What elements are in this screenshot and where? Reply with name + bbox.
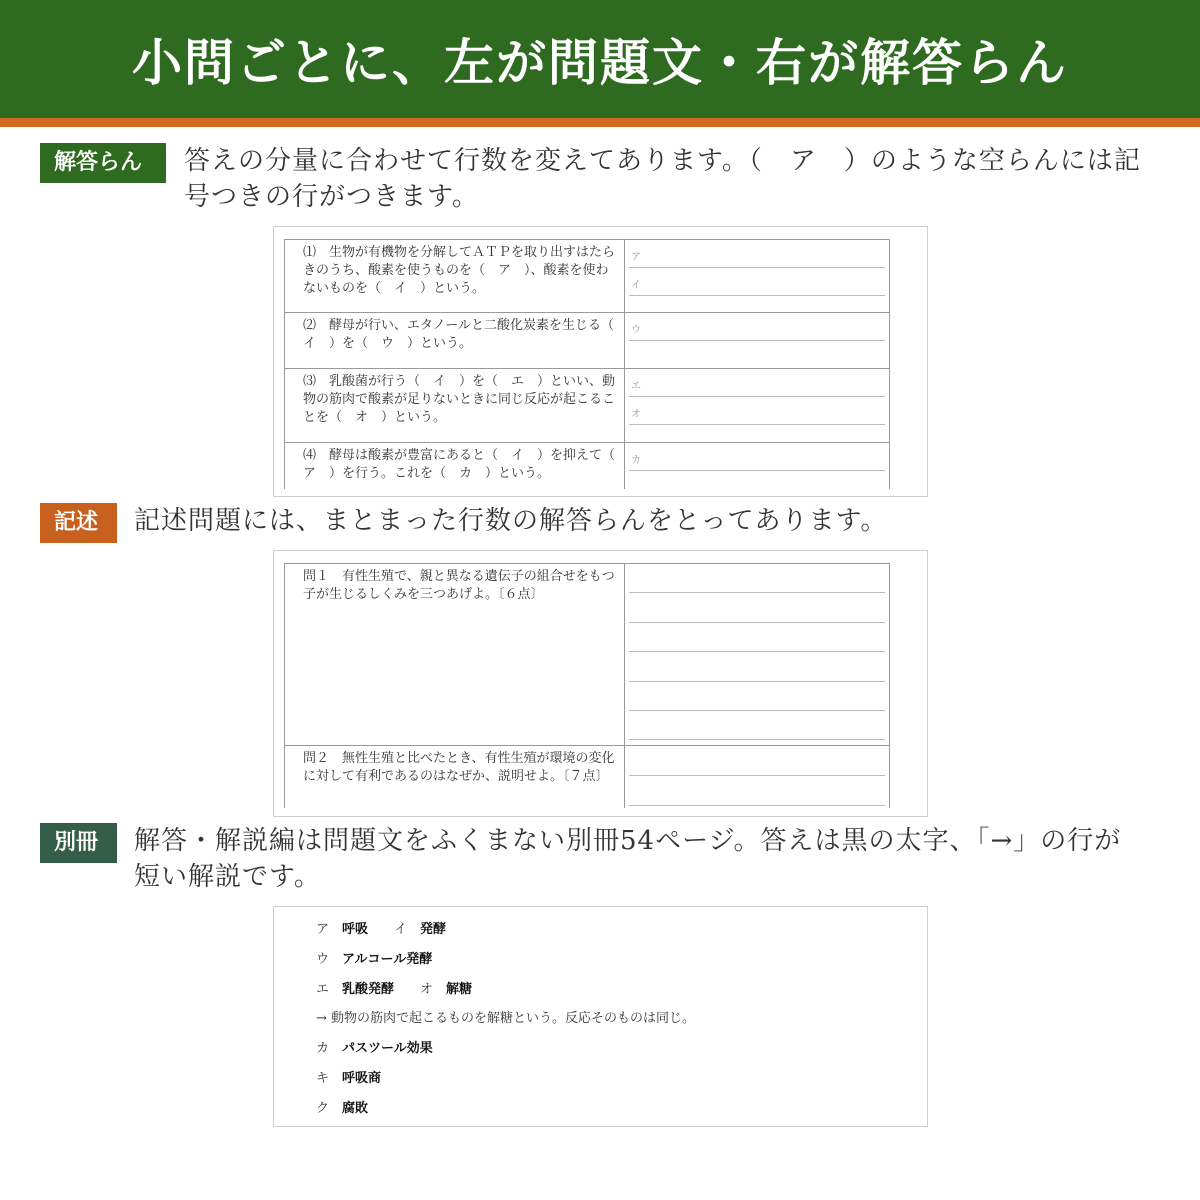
answer-key-list bbox=[316, 915, 695, 1124]
question-text: ⑴ 生物が有機物を分解してＡＴＰを取り出すはたらきのうち、酸素を使うものを（ ア ）、酸素を使わないものを（ イ ）という。 bbox=[285, 240, 625, 312]
answer-sheet-table bbox=[284, 239, 890, 489]
answer-key-note: → 動物の筋肉で起こるものを解糖という。反応そのものは同じ。 bbox=[316, 1011, 696, 1027]
section-answer-area-description: 答えの分量に合わせて行数を変えてあります。（ ア ）のような空らんには記 号つきの行がつきます。 bbox=[184, 146, 1141, 212]
answer-cell bbox=[625, 564, 889, 745]
answer-line bbox=[629, 341, 885, 369]
descriptive-sheet-table bbox=[284, 563, 890, 808]
answer-key-item bbox=[316, 1004, 695, 1034]
answer-key-item bbox=[316, 1064, 695, 1094]
answer-line bbox=[629, 564, 885, 593]
answer-cell bbox=[625, 443, 889, 489]
answer-line bbox=[629, 313, 885, 341]
answer-line bbox=[629, 682, 885, 711]
answer-line bbox=[629, 268, 885, 296]
answer-label: エ bbox=[631, 381, 641, 392]
question-text: ⑷ 酵母は酸素が豊富にあると（ イ ）を抑えて（ ア ）を行う。これを（ カ ）という。 bbox=[285, 443, 625, 489]
answer-key-answer: 呼吸商 bbox=[342, 1070, 382, 1086]
sample-descriptive-sheet bbox=[273, 550, 928, 817]
answer-line bbox=[629, 652, 885, 681]
table-row bbox=[285, 745, 889, 808]
page-header bbox=[0, 0, 1200, 127]
answer-key-item bbox=[316, 945, 695, 975]
answer-key-answer: 呼吸 bbox=[342, 922, 369, 937]
answer-key-label: ア bbox=[316, 922, 330, 937]
section-booklet bbox=[40, 823, 1160, 903]
answer-key-answer: 解糖 bbox=[446, 981, 473, 997]
answer-key-label: イ bbox=[394, 922, 408, 937]
page-title: 小問ごとに、左が問題文・右が解答らん bbox=[132, 34, 1068, 92]
answer-label: カ bbox=[631, 455, 641, 466]
answer-line bbox=[629, 443, 885, 471]
sample-answer-key bbox=[273, 906, 928, 1127]
answer-key-answer: アルコール発酵 bbox=[342, 951, 433, 967]
answer-line bbox=[629, 776, 885, 806]
answer-label: ウ bbox=[631, 325, 641, 336]
answer-line bbox=[629, 623, 885, 652]
answer-cell bbox=[625, 746, 889, 808]
question-text: ⑶ 乳酸菌が行う（ イ ）を（ エ ）といい、動物の筋肉で酸素が足りないときに同じ反応が起こることを（ オ ）という。 bbox=[285, 369, 625, 442]
answer-cell bbox=[625, 369, 889, 442]
table-row bbox=[285, 239, 889, 312]
answer-key-answer: 乳酸発酵 bbox=[342, 981, 395, 997]
answer-label: イ bbox=[631, 280, 641, 291]
sample-answer-sheet bbox=[273, 226, 928, 497]
table-row bbox=[285, 312, 889, 368]
answer-label: ア bbox=[631, 252, 641, 263]
answer-line bbox=[629, 746, 885, 776]
answer-key-label: オ bbox=[420, 981, 434, 997]
badge-booklet: 別冊 bbox=[40, 823, 117, 863]
answer-key-item bbox=[316, 1094, 695, 1124]
answer-line bbox=[629, 593, 885, 622]
answer-key-label: ウ bbox=[316, 951, 330, 967]
badge-descriptive: 記述 bbox=[40, 503, 117, 543]
answer-line bbox=[629, 240, 885, 268]
section-descriptive-description: 記述問題には、まとまった行数の解答らんをとってあります。 bbox=[134, 506, 888, 536]
answer-key-answer: 発酵 bbox=[420, 922, 447, 937]
answer-key-answer: パスツール効果 bbox=[342, 1041, 433, 1057]
answer-key-item bbox=[316, 915, 695, 945]
answer-key-label: カ bbox=[316, 1041, 330, 1057]
answer-cell bbox=[625, 240, 889, 312]
answer-label: オ bbox=[631, 409, 641, 420]
table-row bbox=[285, 442, 889, 489]
badge-answer-area: 解答らん bbox=[40, 143, 166, 183]
question-text: 問２ 無性生殖と比べたとき、有性生殖が環境の変化に対して有利であるのはなぜか、説明せよ。〔７点〕 bbox=[285, 746, 625, 808]
question-text: ⑵ 酵母が行い、エタノールと二酸化炭素を生じる（ イ ）を（ ウ ）という。 bbox=[285, 313, 625, 368]
answer-line bbox=[629, 711, 885, 740]
answer-key-label: キ bbox=[316, 1070, 330, 1086]
answer-key-item bbox=[316, 975, 695, 1005]
table-row bbox=[285, 563, 889, 745]
answer-key-item bbox=[316, 1034, 695, 1064]
answer-key-label: エ bbox=[316, 981, 330, 997]
section-answer-area bbox=[40, 143, 1160, 223]
answer-line bbox=[629, 369, 885, 397]
table-row bbox=[285, 368, 889, 442]
answer-key-answer: 腐敗 bbox=[342, 1100, 369, 1116]
section-descriptive bbox=[40, 503, 1160, 543]
section-booklet-description: 解答・解説編は問題文をふくまない別冊54ページ。答えは黒の太字、「→」の行が 短い解説です。 bbox=[134, 826, 1122, 892]
answer-cell bbox=[625, 313, 889, 368]
answer-line bbox=[629, 397, 885, 425]
answer-key-label: ク bbox=[316, 1100, 330, 1116]
question-text: 問１ 有性生殖で、親と異なる遺伝子の組合せをもつ子が生じるしくみを三つあげよ。〔６点〕 bbox=[285, 564, 625, 745]
